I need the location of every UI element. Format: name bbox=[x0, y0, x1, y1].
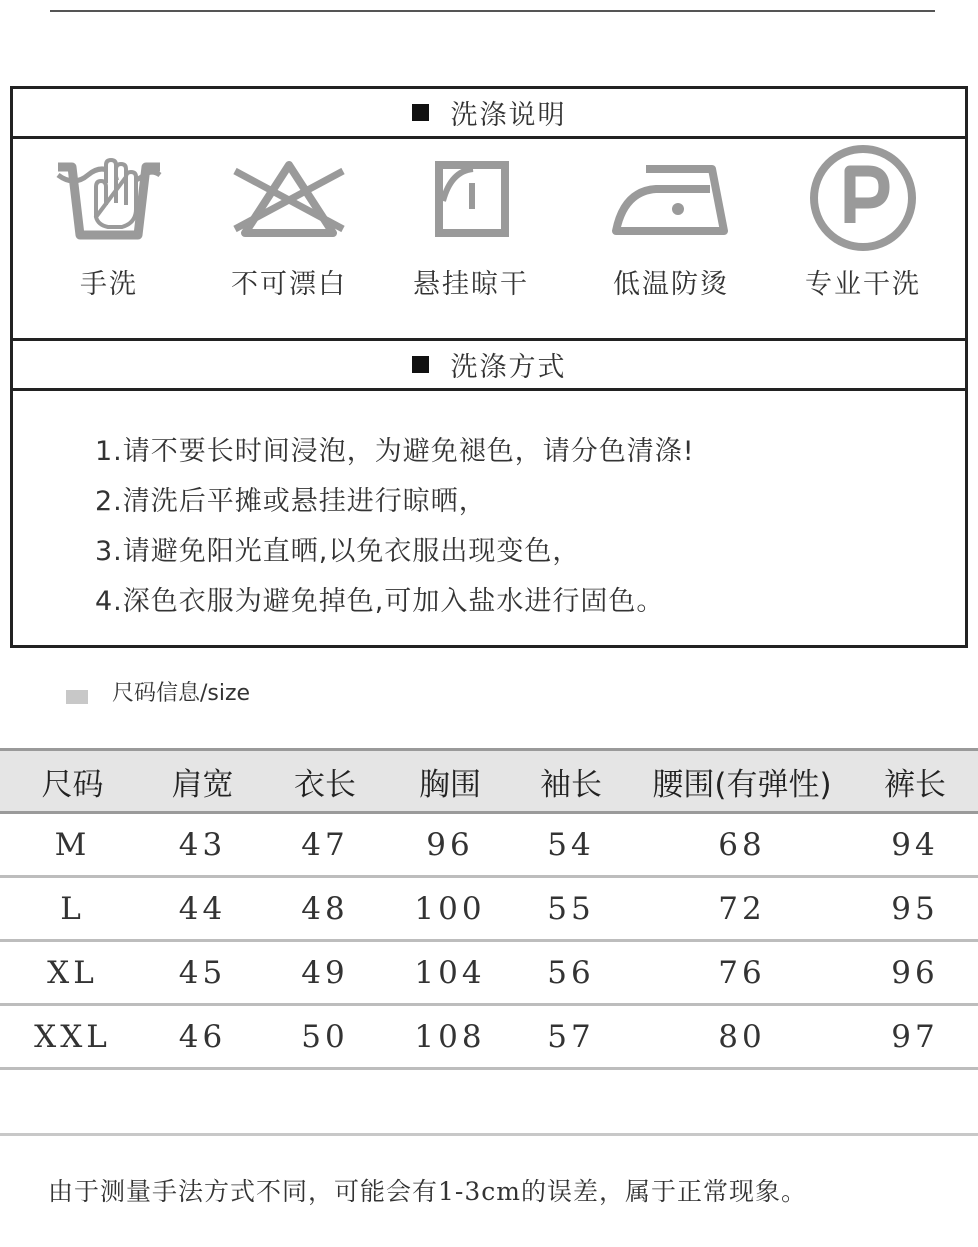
table-header-row bbox=[0, 748, 978, 814]
washing-instructions-header bbox=[13, 89, 965, 139]
table-cell: 47 bbox=[301, 826, 349, 863]
column-header: 裤长 bbox=[884, 766, 946, 803]
hang-dry-icon bbox=[421, 157, 521, 242]
table-cell: XXL bbox=[34, 1018, 111, 1055]
size-table bbox=[0, 748, 978, 1070]
table-cell: 94 bbox=[891, 826, 939, 863]
care-symbol-hang-dry bbox=[391, 157, 551, 301]
professional-dry-clean-icon bbox=[808, 143, 918, 253]
table-row bbox=[0, 1006, 978, 1070]
care-symbols-row bbox=[13, 139, 965, 341]
table-cell: 44 bbox=[178, 890, 227, 927]
table-cell: 46 bbox=[178, 1018, 227, 1055]
care-label-no-bleach: 不可漂白 bbox=[231, 269, 347, 300]
washing-methods-header bbox=[13, 341, 965, 391]
bullet-square-icon bbox=[412, 104, 429, 121]
table-cell: 96 bbox=[891, 954, 939, 991]
table-cell: 55 bbox=[547, 890, 595, 927]
table-cell: 43 bbox=[178, 826, 227, 863]
bottom-divider bbox=[0, 1133, 978, 1136]
table-cell: 76 bbox=[718, 954, 766, 991]
column-header: 衣长 bbox=[294, 766, 356, 803]
table-cell: M bbox=[54, 826, 91, 863]
table-row bbox=[0, 878, 978, 942]
table-cell: 49 bbox=[301, 954, 349, 991]
washing-methods-title: 洗涤方式 bbox=[450, 352, 567, 383]
care-label-hang-dry: 悬挂晾干 bbox=[413, 269, 529, 300]
table-cell: 95 bbox=[891, 890, 939, 927]
table-cell: 56 bbox=[547, 954, 595, 991]
care-symbol-hand-wash bbox=[29, 157, 189, 301]
table-cell: 50 bbox=[301, 1018, 349, 1055]
table-cell: 48 bbox=[301, 890, 349, 927]
column-header: 胸围 bbox=[419, 766, 481, 803]
care-symbol-dry-clean bbox=[783, 157, 943, 301]
low-iron-icon bbox=[606, 157, 736, 242]
care-label-low-iron: 低温防烫 bbox=[613, 269, 729, 300]
table-cell: 96 bbox=[426, 826, 474, 863]
no-bleach-icon bbox=[229, 157, 349, 242]
hand-wash-icon bbox=[54, 157, 164, 242]
bullet-square-icon bbox=[412, 356, 429, 373]
column-header: 尺码 bbox=[41, 766, 104, 803]
table-cell: 80 bbox=[718, 1018, 766, 1055]
table-cell: 72 bbox=[718, 890, 766, 927]
washing-instructions-title: 洗涤说明 bbox=[450, 100, 567, 131]
table-row bbox=[0, 814, 978, 878]
gray-square-icon bbox=[66, 690, 88, 704]
washing-methods-list bbox=[13, 391, 965, 645]
size-info-header bbox=[66, 676, 250, 707]
size-info-title: 尺码信息/size bbox=[112, 681, 251, 706]
table-cell: 68 bbox=[718, 826, 766, 863]
column-header: 肩宽 bbox=[171, 766, 234, 803]
list-item: 2.清洗后平摊或悬挂进行晾晒， bbox=[95, 486, 487, 517]
table-cell: 100 bbox=[414, 890, 486, 927]
list-item: 3.请避免阳光直晒,以免衣服出现变色， bbox=[95, 536, 581, 567]
washing-instructions-panel bbox=[10, 86, 968, 648]
table-cell: 54 bbox=[547, 826, 595, 863]
table-cell: L bbox=[60, 890, 85, 927]
care-label-hand-wash: 手洗 bbox=[80, 269, 138, 300]
table-cell: 104 bbox=[414, 954, 486, 991]
table-cell: 45 bbox=[178, 954, 227, 991]
table-cell: 108 bbox=[414, 1018, 486, 1055]
table-row bbox=[0, 942, 978, 1006]
care-symbol-no-bleach bbox=[209, 157, 369, 301]
measurement-footnote: 由于测量手法方式不同，可能会有1-3cm的误差，属于正常现象。 bbox=[48, 1177, 807, 1206]
list-item: 4.深色衣服为避免掉色,可加入盐水进行固色。 bbox=[95, 586, 665, 617]
care-symbol-low-iron bbox=[591, 157, 751, 301]
list-item: 1.请不要长时间浸泡，为避免褪色，请分色清涤! bbox=[95, 436, 695, 467]
top-divider bbox=[50, 10, 935, 12]
column-header: 腰围(有弹性) bbox=[652, 766, 832, 803]
table-cell: 57 bbox=[547, 1018, 595, 1055]
table-cell: 97 bbox=[891, 1018, 939, 1055]
table-cell: XL bbox=[47, 954, 98, 991]
care-label-dry-clean: 专业干洗 bbox=[805, 269, 921, 300]
column-header: 袖长 bbox=[540, 766, 602, 803]
